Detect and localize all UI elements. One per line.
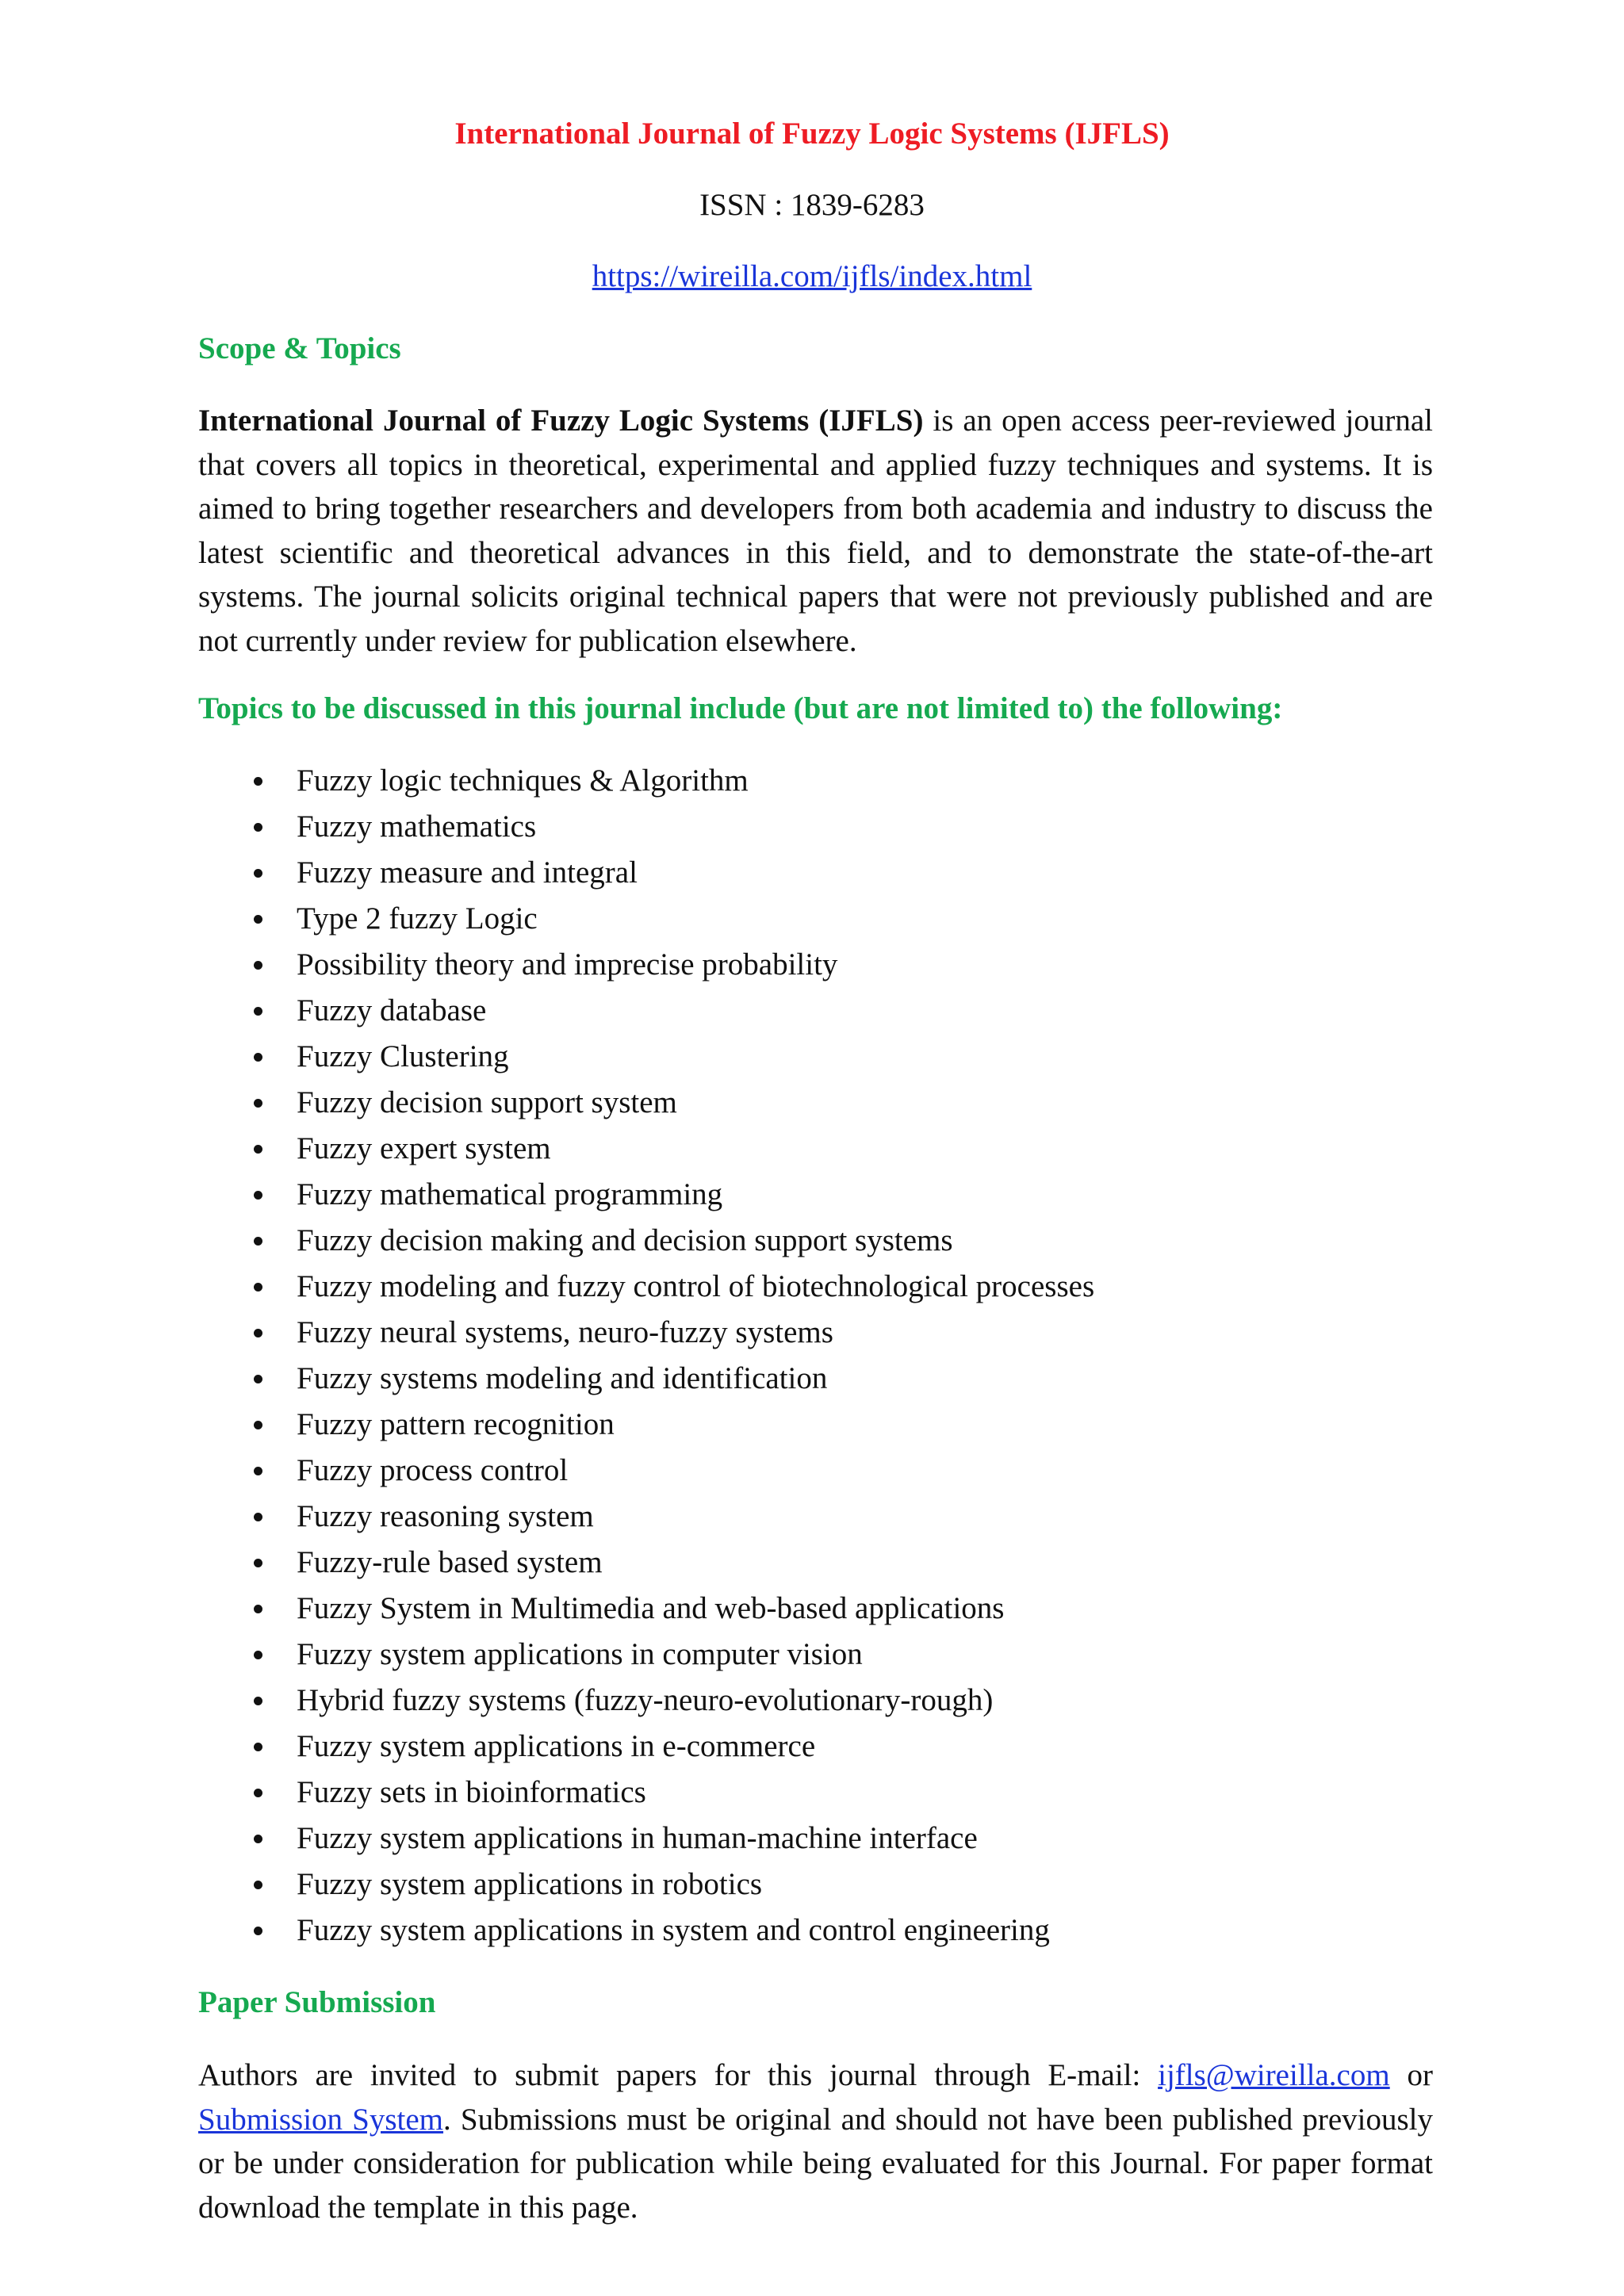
bullet-icon (254, 1651, 262, 1659)
scope-paragraph (198, 399, 1433, 663)
bullet-icon (254, 1927, 262, 1935)
topic-label: Possibility theory and imprecise probability (297, 947, 838, 982)
bullet-icon (254, 1743, 262, 1751)
bullet-icon (254, 1697, 262, 1705)
topic-list-item (198, 1586, 1094, 1632)
topic-label: Fuzzy mathematical programming (297, 1177, 723, 1211)
topic-label: Fuzzy expert system (297, 1131, 551, 1165)
bullet-icon (254, 1789, 262, 1797)
topic-list-item (198, 1678, 1094, 1724)
topic-list-item (198, 1632, 1094, 1678)
topic-label: Fuzzy Clustering (297, 1039, 509, 1073)
topic-list-item (198, 988, 1094, 1034)
topic-list-item (198, 1310, 1094, 1356)
topic-label: Fuzzy neural systems, neuro-fuzzy systems (297, 1315, 833, 1349)
submission-heading: Paper Submission (198, 1985, 436, 2019)
journal-url-line (0, 258, 1624, 295)
topic-label: Fuzzy sets in bioinformatics (297, 1775, 646, 1809)
journal-title: International Journal of Fuzzy Logic Systems (IJFLS) (454, 117, 1170, 151)
topic-label: Fuzzy-rule based system (297, 1545, 603, 1579)
topic-list-item (198, 1126, 1094, 1172)
bullet-icon (254, 1283, 262, 1292)
topic-label: Fuzzy measure and integral (297, 855, 638, 890)
bullet-icon (254, 1605, 262, 1613)
topic-list-item (198, 1770, 1094, 1816)
bullet-icon (254, 1237, 262, 1246)
bullet-icon (254, 1513, 262, 1521)
topic-label: Fuzzy mathematics (297, 809, 537, 844)
bullet-icon (254, 1559, 262, 1567)
topic-label: Fuzzy system applications in computer vision (297, 1637, 863, 1671)
topic-list-item (198, 942, 1094, 988)
scope-body-text: is an open access peer-reviewed journal that covers all topics in theoretical, experimental and applied fuzzy techniques and systems. It is aimed to bring together researchers and developers from both academia and industry to discuss the latest scientific and theoretical advances in this field, and to demonstrate the state-of-the-art systems. The journal solicits original technical papers that were not previously published and are not currently under review for publication elsewhere. (198, 404, 1433, 658)
topic-label: Fuzzy pattern recognition (297, 1407, 615, 1441)
bullet-icon (254, 869, 262, 878)
submission-system-link[interactable]: Submission System (198, 2102, 444, 2137)
bullet-icon (254, 1145, 262, 1154)
bullet-icon (254, 1007, 262, 1016)
submission-text-rest: . Submissions must be original and should not have been published previously or be under consideration for publication while being evaluated for this Journal. For paper format download the template in this page. (198, 2102, 1433, 2225)
topic-list-item (198, 1816, 1094, 1862)
topic-label: Fuzzy logic techniques & Algorithm (297, 763, 749, 798)
topic-label: Fuzzy systems modeling and identification (297, 1361, 828, 1395)
bullet-icon (254, 1835, 262, 1843)
topic-label: Fuzzy database (297, 993, 487, 1027)
topic-label: Fuzzy process control (297, 1453, 569, 1487)
topic-list-item (198, 1908, 1094, 1954)
topic-label: Fuzzy decision making and decision support systems (297, 1223, 953, 1257)
topic-list-item (198, 896, 1094, 942)
bullet-icon (254, 777, 262, 786)
topic-label: Fuzzy system applications in robotics (297, 1867, 763, 1901)
bullet-icon (254, 823, 262, 832)
topic-label: Fuzzy decision support system (297, 1085, 677, 1119)
bullet-icon (254, 1329, 262, 1337)
topic-list-item (198, 804, 1094, 850)
bullet-icon (254, 1421, 262, 1429)
submission-text-or: or (1389, 2058, 1433, 2092)
topic-list-item (198, 1494, 1094, 1540)
topic-list-item (198, 1172, 1094, 1218)
topic-label: Fuzzy system applications in human-machine interface (297, 1821, 978, 1855)
bullet-icon (254, 1191, 262, 1200)
topic-list-item (198, 1862, 1094, 1908)
issn-line: ISSN : 1839-6283 (699, 188, 925, 222)
bullet-icon (254, 1053, 262, 1062)
bullet-icon (254, 1375, 262, 1383)
bullet-icon (254, 961, 262, 970)
topic-list-item (198, 758, 1094, 804)
topic-list-item (198, 1264, 1094, 1310)
bullet-icon (254, 1099, 262, 1108)
bullet-icon (254, 1881, 262, 1889)
scope-heading: Scope & Topics (198, 331, 401, 365)
topic-list-item (198, 850, 1094, 896)
topic-list-item (198, 1080, 1094, 1126)
submission-text-intro: Authors are invited to submit papers for this journal through E-mail: (198, 2058, 1159, 2092)
topic-label: Hybrid fuzzy systems (fuzzy-neuro-evolutionary-rough) (297, 1683, 994, 1717)
topic-label: Fuzzy System in Multimedia and web-based applications (297, 1591, 1005, 1625)
topic-list-item (198, 1218, 1094, 1264)
topic-label: Type 2 fuzzy Logic (297, 901, 538, 936)
submission-paragraph (198, 2053, 1433, 2229)
bullet-icon (254, 1467, 262, 1475)
journal-url-link[interactable]: https://wireilla.com/ijfls/index.html (592, 259, 1032, 293)
topic-list-item (198, 1540, 1094, 1586)
topic-list-item (198, 1448, 1094, 1494)
bullet-icon (254, 915, 262, 924)
topic-label: Fuzzy modeling and fuzzy control of biotechnological processes (297, 1269, 1095, 1303)
topic-label: Fuzzy reasoning system (297, 1499, 594, 1533)
topic-list-item (198, 1356, 1094, 1402)
topics-heading: Topics to be discussed in this journal include (but are not limited to) the following: (198, 691, 1283, 725)
topic-label: Fuzzy system applications in system and control engineering (297, 1913, 1050, 1947)
topic-list-item (198, 1034, 1094, 1080)
topics-list (198, 758, 1094, 1954)
submission-email-link[interactable]: ijfls@wireilla.com (1158, 2058, 1390, 2092)
topic-list-item (198, 1402, 1094, 1448)
topic-list-item (198, 1724, 1094, 1770)
topic-label: Fuzzy system applications in e-commerce (297, 1729, 816, 1763)
scope-journal-name: International Journal of Fuzzy Logic Systems (IJFLS) (198, 404, 924, 438)
